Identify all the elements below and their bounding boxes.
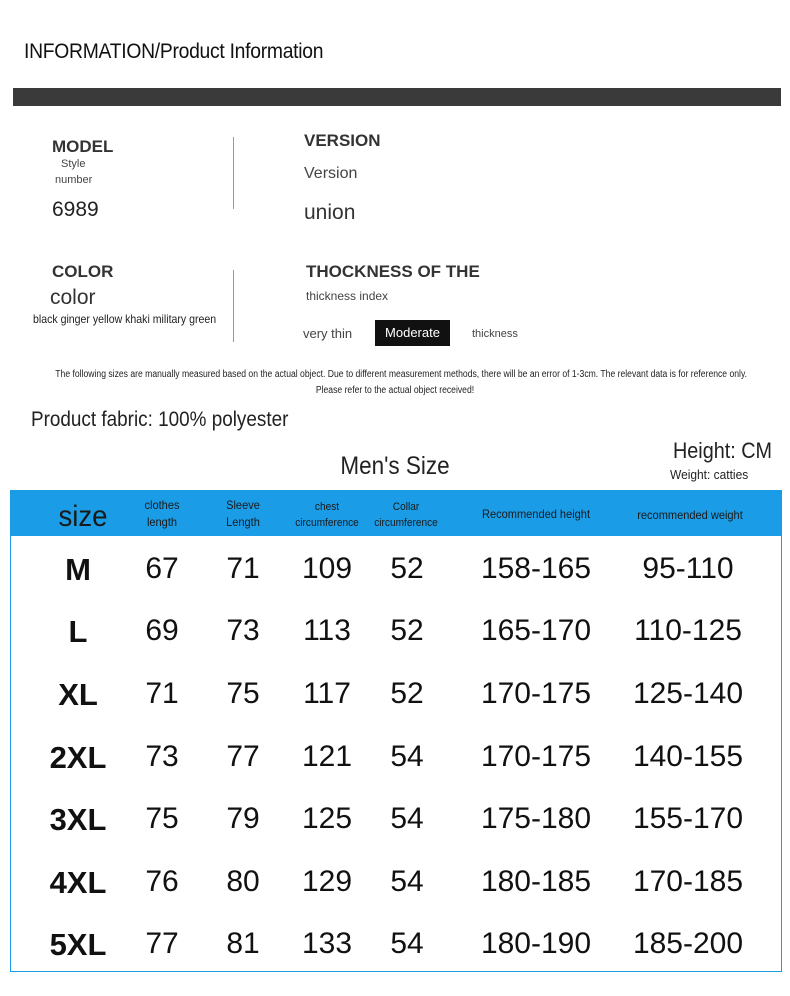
header-sleeve-length	[206, 497, 280, 531]
color-label: COLOR	[52, 262, 114, 281]
version-label: VERSION	[304, 131, 381, 150]
cell-rec-weight: 95-110	[642, 552, 734, 585]
cell-sleeve-length: 80	[226, 865, 260, 898]
cell-size: 3XL	[49, 802, 107, 837]
cell-chest: 133	[301, 927, 353, 960]
cell-rec-height: 180-185	[480, 865, 592, 898]
color-sub: color	[50, 286, 96, 309]
header-text: Collar	[392, 501, 420, 513]
cell-rec-weight: 155-170	[632, 802, 744, 835]
size-table-header	[10, 490, 782, 536]
cell-size: L	[68, 614, 88, 649]
cell-chest: 125	[301, 802, 353, 835]
cell-collar: 52	[390, 677, 424, 710]
model-label: MODEL	[52, 137, 114, 156]
color-value: black ginger yellow khaki military green	[33, 312, 217, 326]
fabric-info: Product fabric: 100% polyester	[31, 408, 289, 431]
cell-clothes-length: 73	[145, 740, 179, 773]
thickness-very-thin: very thin	[303, 326, 353, 341]
table-title: Men's Size	[340, 452, 450, 480]
cell-sleeve-length: 81	[226, 927, 260, 960]
model-value: 6989	[52, 198, 99, 221]
notice-line-2: Please refer to the actual object received!	[315, 385, 475, 396]
header-text: circumference	[374, 517, 438, 529]
cell-rec-height: 180-190	[480, 927, 592, 960]
cell-chest: 113	[303, 614, 351, 647]
cell-collar: 54	[390, 865, 424, 898]
thickness-thick: thickness	[472, 328, 518, 340]
cell-size: 5XL	[49, 927, 107, 962]
cell-rec-weight: 170-185	[632, 865, 744, 898]
header-divider-bar	[13, 88, 781, 106]
header-text: chest	[314, 501, 340, 513]
divider	[233, 270, 234, 342]
unit-height: Height: CM	[673, 438, 773, 463]
cell-chest: 109	[301, 552, 353, 585]
cell-sleeve-length: 75	[226, 677, 260, 710]
cell-clothes-length: 67	[145, 552, 179, 585]
cell-rec-weight: 125-140	[632, 677, 744, 710]
header-clothes-length	[125, 497, 199, 531]
cell-sleeve-length: 73	[226, 614, 260, 647]
header-collar	[365, 499, 448, 531]
cell-chest: 121	[301, 740, 353, 773]
cell-clothes-length: 76	[145, 865, 179, 898]
page-title: INFORMATION/Product Information	[24, 40, 324, 63]
header-recommended-height: Recommended height	[481, 507, 591, 521]
cell-clothes-length: 69	[145, 614, 179, 647]
header-chest	[286, 499, 369, 531]
cell-size: 4XL	[49, 865, 107, 900]
header-size: size	[58, 500, 108, 533]
cell-collar: 52	[390, 614, 424, 647]
divider	[233, 137, 234, 209]
cell-rec-height: 170-175	[480, 677, 592, 710]
cell-clothes-length: 71	[145, 677, 179, 710]
header-text: length	[146, 515, 178, 529]
notice-line-1: The following sizes are manually measured based on the actual object. Due to different measurement methods, there will be an error of 1-3cm. The relevant data is for reference only.	[55, 369, 748, 380]
cell-clothes-length: 75	[145, 802, 179, 835]
cell-sleeve-length: 79	[226, 802, 260, 835]
cell-sleeve-length: 71	[226, 552, 260, 585]
cell-chest: 117	[303, 677, 351, 710]
unit-weight: Weight: catties	[670, 467, 749, 482]
cell-sleeve-length: 77	[226, 740, 260, 773]
cell-rec-height: 175-180	[480, 802, 592, 835]
header-text: clothes	[144, 498, 180, 512]
cell-size: 2XL	[49, 740, 107, 775]
cell-rec-height: 170-175	[480, 740, 592, 773]
header-text: circumference	[295, 517, 359, 529]
thickness-sub: thickness index	[306, 289, 389, 303]
model-sub-style: Style	[61, 158, 86, 170]
cell-rec-height: 158-165	[480, 552, 592, 585]
cell-clothes-length: 77	[145, 927, 179, 960]
header-text: Length	[226, 515, 260, 529]
version-sub: Version	[304, 165, 358, 182]
cell-collar: 52	[390, 552, 424, 585]
header-text: Sleeve	[226, 498, 260, 512]
cell-rec-weight: 140-155	[632, 740, 744, 773]
cell-rec-weight: 110-125	[634, 614, 742, 647]
header-recommended-weight: recommended weight	[637, 508, 743, 522]
cell-size: M	[65, 552, 91, 587]
cell-collar: 54	[390, 802, 424, 835]
cell-size: XL	[58, 677, 98, 712]
version-value: union	[304, 201, 356, 224]
thickness-selected-badge: Moderate	[375, 320, 450, 346]
thickness-label: THOCKNESS OF THE	[306, 262, 480, 281]
cell-rec-weight: 185-200	[632, 927, 744, 960]
cell-rec-height: 165-170	[480, 614, 592, 647]
cell-chest: 129	[301, 865, 353, 898]
cell-collar: 54	[390, 740, 424, 773]
model-sub-number: number	[55, 174, 93, 186]
cell-collar: 54	[390, 927, 424, 960]
